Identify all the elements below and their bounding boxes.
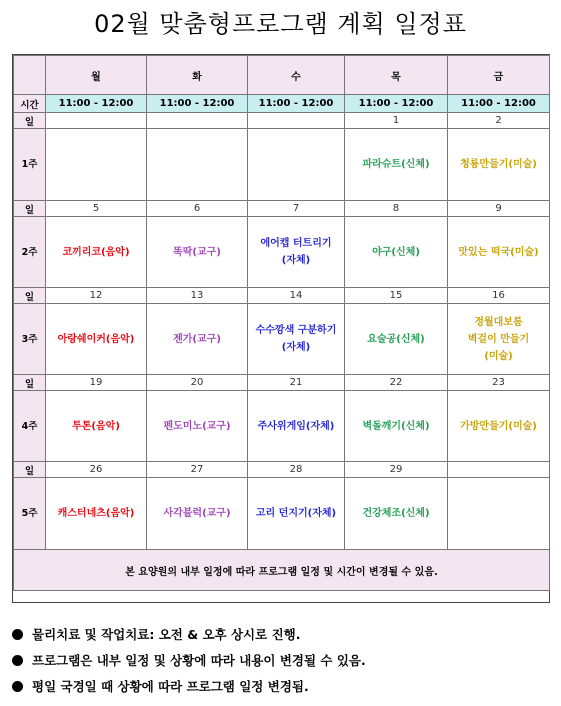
program-text: 야구(신체): [372, 246, 420, 258]
date-cell: 19: [46, 375, 147, 391]
program-text: 주사위게임(자체): [257, 420, 335, 432]
time-cell: 11:00 - 12:00: [147, 95, 248, 113]
program-cell: [448, 217, 550, 288]
date-cell: 8: [345, 201, 448, 217]
date-cell: [147, 113, 248, 129]
date-cell: [46, 113, 147, 129]
program-text: 아랑쉐이커(음악): [57, 333, 135, 345]
program-cell: [46, 129, 147, 201]
note-item: [10, 648, 555, 674]
program-cell: [46, 391, 147, 462]
program-cell: [147, 217, 248, 288]
date-cell: 23: [448, 375, 550, 391]
day-header: 목: [345, 56, 448, 95]
header-corner: [14, 56, 46, 95]
notes-list: [10, 622, 555, 700]
day-header: 화: [147, 56, 248, 95]
time-cell: 11:00 - 12:00: [345, 95, 448, 113]
note-text: 물리치료 및 작업치료: 오전 & 오후 상시로 진행.: [32, 627, 301, 642]
schedule-table: [13, 55, 550, 591]
note-text: 프로그램은 내부 일정 및 상황에 따라 내용이 변경될 수 있음.: [32, 653, 366, 668]
date-cell: 12: [46, 288, 147, 304]
week-row: [14, 217, 550, 288]
program-text: 건강체조(신체): [362, 508, 430, 519]
date-cell: 26: [46, 462, 147, 478]
program-text: 정월대보름: [474, 316, 523, 328]
program-text: (자체): [281, 255, 311, 266]
date-cell: 7: [248, 201, 345, 217]
program-cell: [345, 129, 448, 201]
program-text: 가방만들기(미술): [460, 420, 537, 432]
program-cell: [46, 304, 147, 375]
program-text: (자체): [281, 342, 311, 353]
program-cell: [248, 391, 345, 462]
day-header-row: [14, 56, 550, 95]
date-label: 일: [14, 375, 46, 391]
program-text: 투톤(음악): [72, 420, 120, 432]
note-text: 평일 국경일 때 상황에 따라 프로그램 일정 변경됨.: [32, 679, 309, 694]
time-cell: 11:00 - 12:00: [46, 95, 147, 113]
date-label: 일: [14, 288, 46, 304]
program-cell: [345, 478, 448, 550]
date-label: 일: [14, 113, 46, 129]
program-text: 요술공(신체): [367, 333, 425, 345]
date-cell: 9: [448, 201, 550, 217]
time-cell: 11:00 - 12:00: [248, 95, 345, 113]
date-row: [14, 201, 550, 217]
program-cell: [147, 478, 248, 550]
program-text: 에어캡 터트리기: [260, 238, 332, 249]
date-cell: 16: [448, 288, 550, 304]
week-row: [14, 391, 550, 462]
bullet-icon: [12, 655, 23, 666]
week-label: 2주: [14, 217, 46, 288]
date-cell: [248, 113, 345, 129]
date-cell: [448, 462, 550, 478]
program-text: 펜도미노(교구): [163, 420, 231, 432]
program-text: (미술): [484, 350, 513, 362]
notice-row: [14, 550, 550, 591]
date-row: [14, 375, 550, 391]
program-text: 파라슈트(신체): [362, 159, 430, 170]
program-cell: [147, 129, 248, 201]
bullet-icon: [12, 681, 23, 692]
date-cell: 20: [147, 375, 248, 391]
date-cell: 14: [248, 288, 345, 304]
note-item: [10, 674, 555, 700]
note-item: [10, 622, 555, 648]
day-header: 수: [248, 56, 345, 95]
notice-text: 본 요양원의 내부 일정에 따라 프로그램 일정 및 시간이 변경될 수 있음.: [14, 550, 550, 591]
date-cell: 5: [46, 201, 147, 217]
program-text: 똑딱(교구): [173, 246, 221, 258]
date-label: 일: [14, 201, 46, 217]
week-row: [14, 304, 550, 375]
day-header: 금: [448, 56, 550, 95]
date-cell: 22: [345, 375, 448, 391]
time-label: 시간: [14, 95, 46, 113]
date-cell: 13: [147, 288, 248, 304]
date-cell: 6: [147, 201, 248, 217]
date-cell: 1: [345, 113, 448, 129]
program-text: 캐스터네츠(음악): [57, 508, 135, 519]
program-cell: [147, 391, 248, 462]
program-text: 젠가(교구): [173, 333, 221, 345]
program-cell: [345, 304, 448, 375]
program-text: 수수깡색 구분하기: [255, 325, 337, 336]
date-cell: 29: [345, 462, 448, 478]
program-cell: [46, 217, 147, 288]
program-text: 벽걸이 만들기: [467, 333, 530, 345]
date-cell: 28: [248, 462, 345, 478]
day-header: 월: [46, 56, 147, 95]
program-text: 사각블럭(교구): [163, 508, 231, 519]
program-text: 코끼리코(음악): [62, 246, 130, 258]
program-text: 청룡만들기(미술): [460, 159, 537, 170]
program-text: 맛있는 떡국(미술): [458, 246, 539, 258]
program-cell: [248, 304, 345, 375]
week-label: 3주: [14, 304, 46, 375]
date-row: [14, 113, 550, 129]
program-text: 고리 던지기(자체): [255, 508, 337, 519]
program-cell: [345, 391, 448, 462]
date-row: [14, 288, 550, 304]
page-title: 02월 맞춤형프로그램 계획 일정표: [94, 10, 467, 38]
program-cell: [248, 478, 345, 550]
program-cell: [147, 304, 248, 375]
time-cell: 11:00 - 12:00: [448, 95, 550, 113]
week-label: 5주: [14, 478, 46, 550]
program-cell: [448, 129, 550, 201]
week-label: 1주: [14, 129, 46, 201]
bullet-icon: [12, 629, 23, 640]
date-cell: 2: [448, 113, 550, 129]
week-row: [14, 129, 550, 201]
program-cell: [248, 129, 345, 201]
program-cell: [248, 217, 345, 288]
week-row: [14, 478, 550, 550]
date-label: 일: [14, 462, 46, 478]
week-label: 4주: [14, 391, 46, 462]
date-row: [14, 462, 550, 478]
program-cell: [448, 304, 550, 375]
program-text: 벽돌깨기(신체): [362, 420, 430, 432]
program-cell: [448, 391, 550, 462]
date-cell: 27: [147, 462, 248, 478]
program-cell: [448, 478, 550, 550]
program-cell: [345, 217, 448, 288]
time-row: [14, 95, 550, 113]
date-cell: 21: [248, 375, 345, 391]
program-cell: [46, 478, 147, 550]
date-cell: 15: [345, 288, 448, 304]
